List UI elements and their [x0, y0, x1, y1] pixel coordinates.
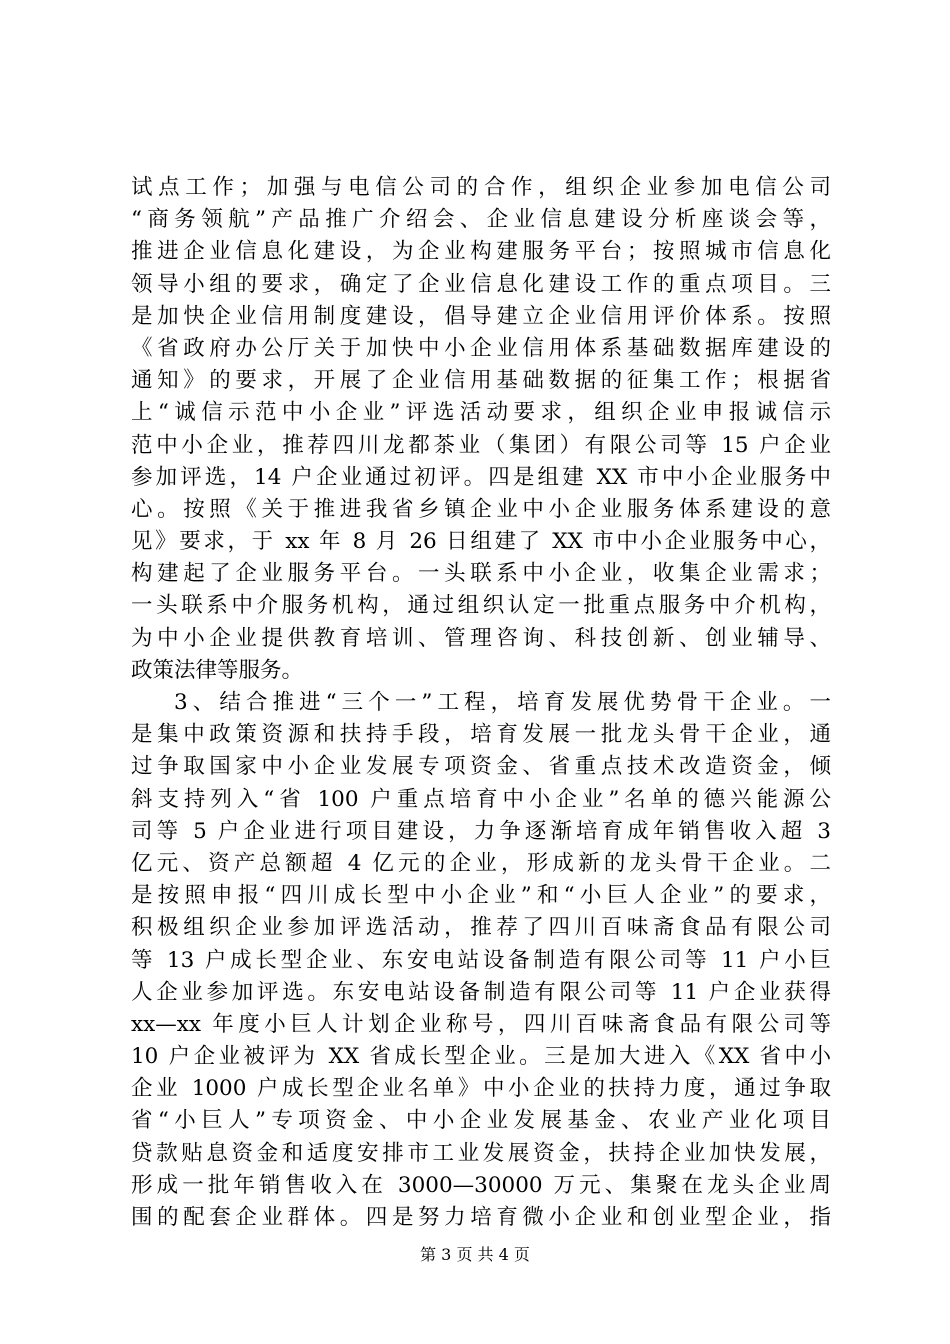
text-line: 心。按照《关于推进我省乡镇企业中小企业服务体系建设的意 [131, 496, 831, 522]
text-line: 《省政府办公厅关于加快中小企业信用体系基础数据库建设的 [131, 335, 831, 361]
page-number: 第 3 页 共 4 页 [420, 1245, 530, 1264]
text-line: 是按照申报“四川成长型中小企业”和“小巨人企业”的要求， [131, 883, 831, 909]
text-line: 范中小企业，推荐四川龙都茶业（集团）有限公司等 15 户企业 [131, 432, 831, 458]
text-line: 推进企业信息化建设，为企业构建服务平台；按照城市信息化 [131, 239, 831, 265]
text-line: 形成一批年销售收入在 3000—30000 万元、集聚在龙头企业周 [131, 1172, 831, 1198]
text-line: 政策法律等服务。 [131, 657, 304, 683]
text-line: 人企业参加评选。东安电站设备制造有限公司等 11 户企业获得 [131, 979, 831, 1005]
text-line: 企业 1000 户成长型企业名单》中小企业的扶持力度，通过争取 [131, 1076, 831, 1102]
text-line: 构建起了企业服务平台。一头联系中小企业，收集企业需求； [131, 561, 831, 587]
text-line: 为中小企业提供教育培训、管理咨询、科技创新、创业辅导、 [131, 625, 831, 651]
text-line: 省“小巨人”专项资金、中小企业发展基金、农业产业化项目 [131, 1108, 831, 1134]
paragraph-start-line: 3、结合推进“三个一”工程，培育发展优势骨干企业。一 [174, 690, 831, 715]
text-line: 积极组织企业参加评选活动，推荐了四川百味斋食品有限公司 [131, 915, 831, 941]
text-line: 见》要求，于 xx 年 8 月 26 日组建了 XX 市中小企业服务中心， [131, 529, 831, 555]
text-line: 通知》的要求，开展了企业信用基础数据的征集工作；根据省 [131, 368, 831, 394]
text-line: 上“诚信示范中小企业”评选活动要求，组织企业申报诚信示 [131, 400, 831, 426]
text-line: 试点工作；加强与电信公司的合作，组织企业参加电信公司 [131, 175, 831, 200]
text-line: 领导小组的要求，确定了企业信息化建设工作的重点项目。三 [131, 271, 831, 297]
text-line: 是加快企业信用制度建设，倡导建立企业信用评价体系。按照 [131, 303, 831, 329]
text-line: 司等 5 户企业进行项目建设，力争逐渐培育成年销售收入超 3 [131, 818, 831, 844]
text-line: 亿元、资产总额超 4 亿元的企业，形成新的龙头骨干企业。二 [131, 850, 831, 876]
text-line: 一头联系中介服务机构，通过组织认定一批重点服务中介机构， [131, 593, 831, 619]
text-line: 过争取国家中小企业发展专项资金、省重点技术改造资金，倾 [131, 754, 831, 780]
text-line: 斜支持列入“省 100 户重点培育中小企业”名单的德兴能源公 [131, 786, 831, 812]
text-line: 围的配套企业群体。四是努力培育微小企业和创业型企业，指 [131, 1205, 831, 1230]
text-line: “商务领航”产品推广介绍会、企业信息建设分析座谈会等， [131, 207, 831, 233]
text-line: 10 户企业被评为 XX 省成长型企业。三是加大进入《XX 省中小 [131, 1044, 831, 1070]
text-line: 是集中政策资源和扶持手段，培育发展一批龙头骨干企业，通 [131, 722, 831, 748]
page-footer [0, 1244, 950, 1266]
text-line: xx—xx 年度小巨人计划企业称号，四川百味斋食品有限公司等 [131, 1011, 831, 1037]
document-body [131, 172, 831, 1234]
text-line: 等 13 户成长型企业、东安电站设备制造有限公司等 11 户小巨 [131, 947, 831, 973]
text-line: 贷款贴息资金和适度安排市工业发展资金，扶持企业加快发展， [131, 1140, 831, 1166]
text-line: 参加评选，14 户企业通过初评。四是组建 XX 市中小企业服务中 [131, 464, 831, 490]
